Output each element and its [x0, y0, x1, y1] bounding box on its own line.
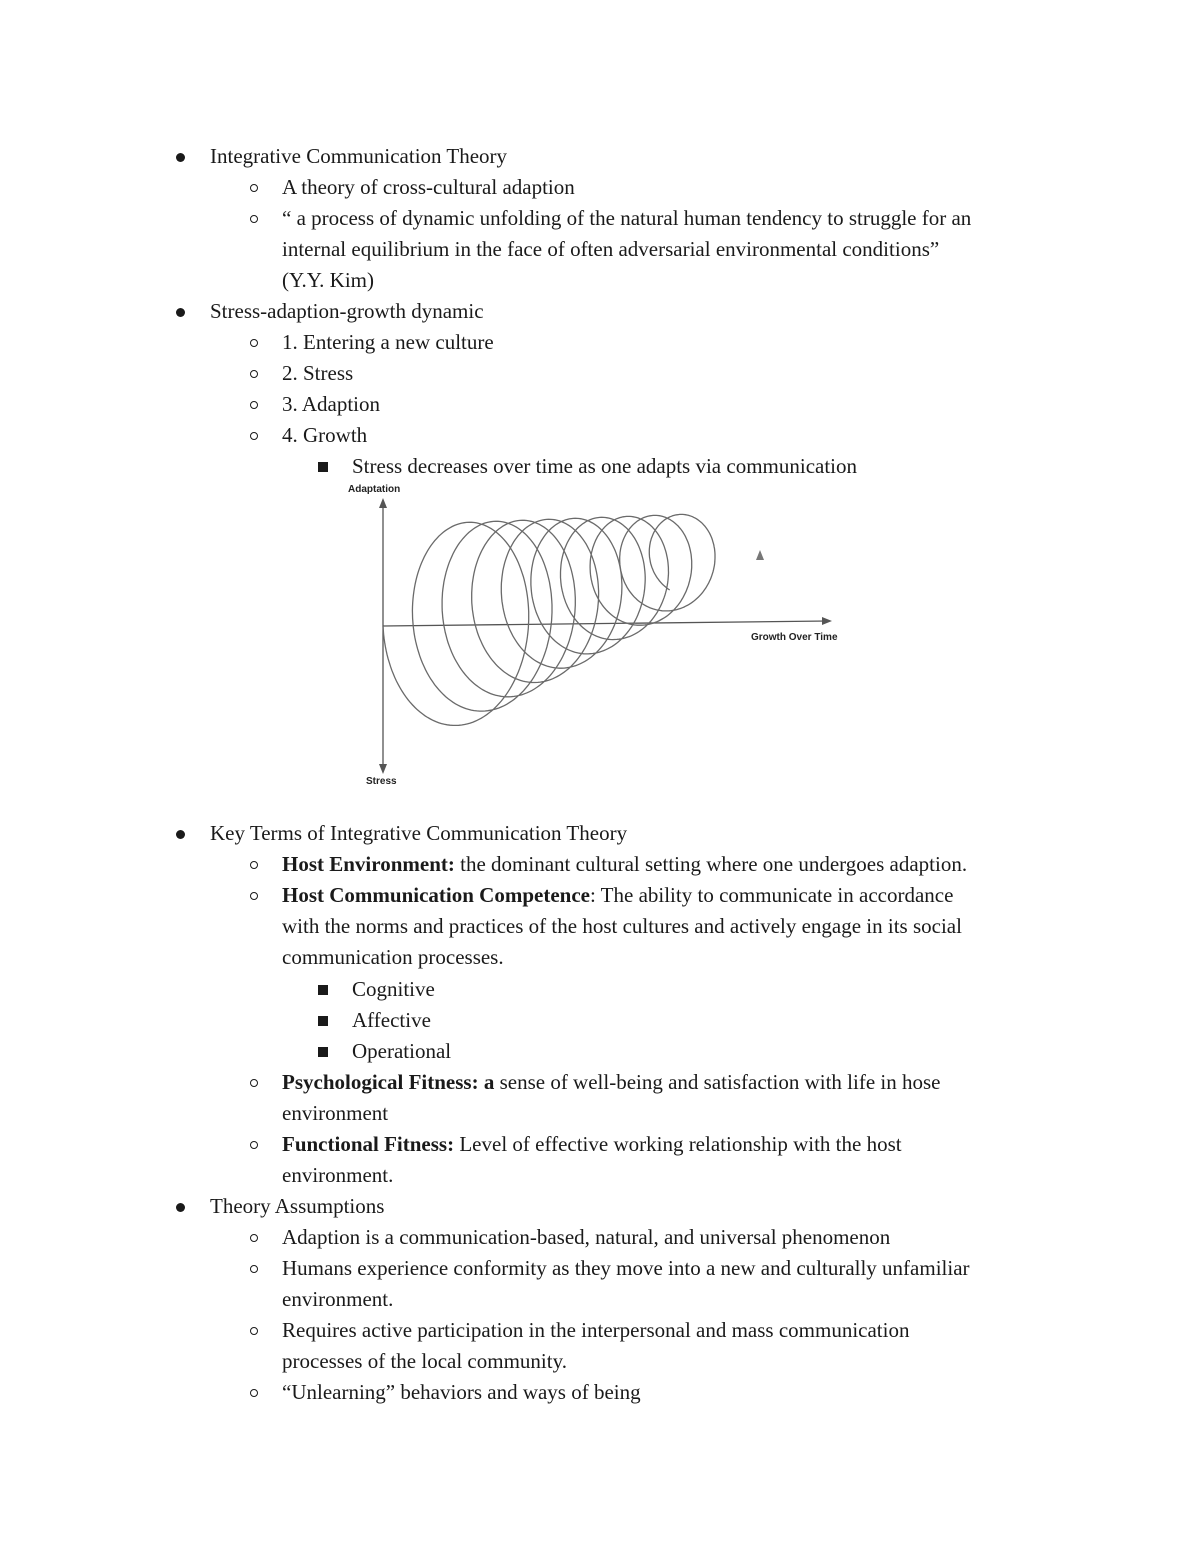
term-label: Functional Fitness: — [282, 1132, 455, 1156]
list-item: Requires active participation in the interpersonal and mass communication — [282, 1318, 910, 1342]
heading-key-terms: Key Terms of Integrative Communication Theory — [210, 821, 628, 845]
bullet-circle — [250, 370, 258, 378]
list-item: 4. Growth — [282, 423, 368, 447]
list-item: Affective — [352, 1008, 431, 1032]
spiral-arrow-icon — [756, 550, 764, 560]
spiral-curve — [383, 514, 715, 725]
list-item-continued: environment. — [282, 1287, 394, 1311]
term-label: Psychological Fitness: a — [282, 1070, 495, 1094]
list-item: Operational — [352, 1039, 452, 1063]
heading-integrative-communication-theory: Integrative Communication Theory — [210, 144, 508, 168]
list-item: Cognitive — [352, 977, 435, 1001]
term-functional-fitness — [282, 1129, 902, 1160]
term-definition: : The ability to communicate in accordance — [589, 883, 954, 907]
x-axis — [383, 621, 828, 626]
term-definition: the dominant cultural setting where one undergoes adaption. — [454, 852, 968, 876]
stress-axis-label: Stress — [366, 776, 397, 787]
list-item: 1. Entering a new culture — [282, 330, 494, 354]
heading-theory-assumptions: Theory Assumptions — [210, 1194, 385, 1218]
bullet-circle — [250, 1141, 258, 1149]
list-item: “Unlearning” behaviors and ways of being — [282, 1380, 641, 1404]
term-psychological-fitness — [282, 1067, 940, 1098]
bullet-dot — [176, 1203, 185, 1212]
quote-line-1: “ a process of dynamic unfolding of the natural human tendency to struggle for an — [282, 206, 972, 230]
heading-stress-adaption-growth: Stress-adaption-growth dynamic — [210, 299, 484, 323]
bullet-circle — [250, 1265, 258, 1273]
arrow-down-icon — [379, 764, 387, 774]
bullet-dot — [176, 830, 185, 839]
bullet-circle — [250, 892, 258, 900]
bullet-circle — [250, 1079, 258, 1087]
quote-line-2: internal equilibrium in the face of often adversarial environmental conditions” — [282, 237, 940, 261]
term-definition: sense of well-being and satisfaction with life in hose — [494, 1070, 941, 1094]
stress-adaptation-growth-diagram — [340, 478, 860, 798]
bullet-dot — [176, 308, 185, 317]
term-definition: Level of effective working relationship with the host — [454, 1132, 902, 1156]
bullet-square — [318, 985, 328, 995]
bullet-square — [318, 1016, 328, 1026]
term-label: Host Communication Competence — [282, 883, 590, 907]
arrow-right-icon — [822, 617, 832, 625]
bullet-square — [318, 1047, 328, 1057]
arrow-up-icon — [379, 498, 387, 508]
list-item: Humans experience conformity as they move into a new and culturally unfamiliar — [282, 1256, 970, 1280]
bullet-dot — [176, 153, 185, 162]
term-definition-continued: environment. — [282, 1163, 394, 1187]
term-host-communication-competence — [282, 880, 953, 911]
list-item-continued: processes of the local community. — [282, 1349, 567, 1373]
term-definition-continued: communication processes. — [282, 945, 504, 969]
x-axis-label: Growth Over Time — [751, 632, 838, 643]
bullet-circle — [250, 215, 258, 223]
term-label: Host Environment: — [282, 852, 455, 876]
term-definition-continued: environment — [282, 1101, 389, 1125]
quote-citation: (Y.Y. Kim) — [282, 268, 374, 292]
bullet-circle — [250, 1234, 258, 1242]
bullet-circle — [250, 339, 258, 347]
list-item: Adaption is a communication-based, natural, and universal phenomenon — [282, 1225, 891, 1249]
bullet-circle — [250, 1389, 258, 1397]
list-item: Stress decreases over time as one adapts via communication — [352, 454, 858, 478]
bullet-square — [318, 462, 328, 472]
list-item: A theory of cross-cultural adaption — [282, 175, 575, 199]
term-definition-continued: with the norms and practices of the host cultures and actively engage in its social — [282, 914, 962, 938]
bullet-circle — [250, 1327, 258, 1335]
bullet-circle — [250, 861, 258, 869]
term-host-environment — [282, 849, 967, 880]
list-item: 2. Stress — [282, 361, 354, 385]
bullet-circle — [250, 184, 258, 192]
bullet-circle — [250, 401, 258, 409]
list-item: 3. Adaption — [282, 392, 380, 416]
bullet-circle — [250, 432, 258, 440]
y-axis-label: Adaptation — [348, 484, 401, 495]
